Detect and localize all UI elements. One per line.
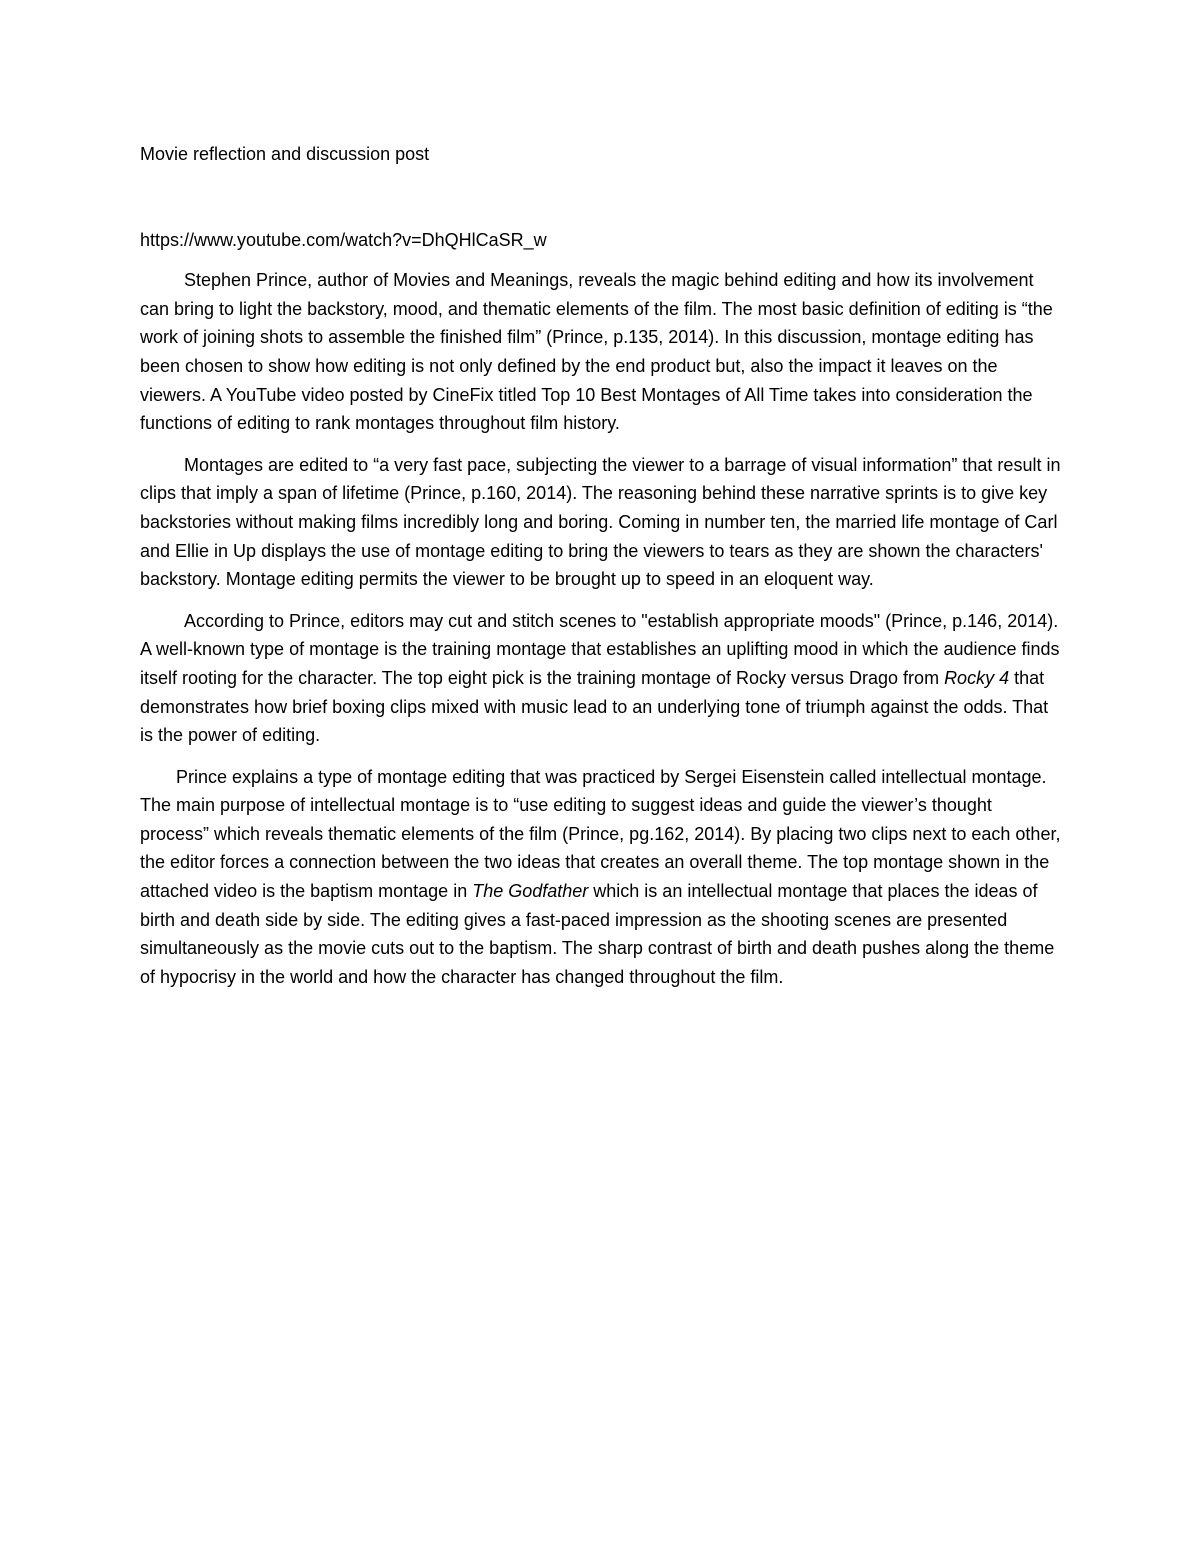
video-link[interactable]: https://www.youtube.com/watch?v=DhQHlCaSR_w bbox=[140, 229, 547, 250]
paragraph-4-text-after: which is an intellectual montage that places the ideas of birth and death side by side. The editing gives a fast-paced impression as the shooting scenes are presented simultaneously as the movie cuts out to the baptism. The sharp contrast of birth and death pushes along the theme of hypocrisy in the world and how the character has changed throughout the film. bbox=[140, 881, 1055, 987]
paragraph-2: Montages are edited to “a very fast pace, subjecting the viewer to a barrage of visual information” that result in clips that imply a span of lifetime (Prince, p.160, 2014). The reasoning behind these narrative sprints is to give key backstories without making films incredibly long and boring. Coming in number ten, the married life montage of Carl and Ellie in Up displays the use of montage editing to bring the viewers to tears as they are shown the characters' backstory. Montage editing permits the viewer to be brought up to speed in an eloquent way. bbox=[140, 454, 1061, 590]
film-title-the-godfather: The Godfather bbox=[472, 881, 589, 902]
document-title: Movie reflection and discussion post bbox=[140, 144, 430, 164]
film-title-rocky-4: Rocky 4 bbox=[944, 667, 1010, 688]
paragraph-4 bbox=[140, 763, 1065, 992]
paragraph-1: Stephen Prince, author of Movies and Meanings, reveals the magic behind editing and how its involvement can bring to light the backstory, mood, and thematic elements of the film. The most basic definition of editing is “the work of joining shots to assemble the finished film” (Prince, p.135, 2014). In this discussion, montage editing has been chosen to show how editing is not only defined by the end product but, also the impact it leaves on the viewers. A YouTube video posted by CineFix titled Top 10 Best Montages of All Time takes into consideration the functions of editing to rank montages throughout film history. bbox=[140, 270, 1053, 434]
document-body bbox=[140, 140, 1065, 1004]
paragraph-3-text-after: that demonstrates how brief boxing clips mixed with music lead to an underlying tone of triumph against the odds. That is the power of editing. bbox=[140, 667, 1049, 746]
paragraph-3 bbox=[140, 607, 1065, 750]
paragraph-4-text-before: Prince explains a type of montage editing that was practiced by Sergei Eisenstein called intellectual montage. The main purpose of intellectual montage is to “use editing to suggest ideas and guide the viewer’s thought process” which reveals thematic elements of the film (Prince, pg.162, 2014). By placing two clips next to each other, the editor forces a connection between the two ideas that creates an overall theme. The top montage shown in the attached video is the baptism montage in bbox=[140, 766, 1061, 902]
paragraph-3-text-before: According to Prince, editors may cut and stitch scenes to "establish appropriate moods" (Prince, p.146, 2014). A well-known type of montage is the training montage that establishes an uplifting mood in which the audience finds itself rooting for the character. The top eight pick is the training montage of Rocky versus Drago from bbox=[140, 610, 1060, 688]
